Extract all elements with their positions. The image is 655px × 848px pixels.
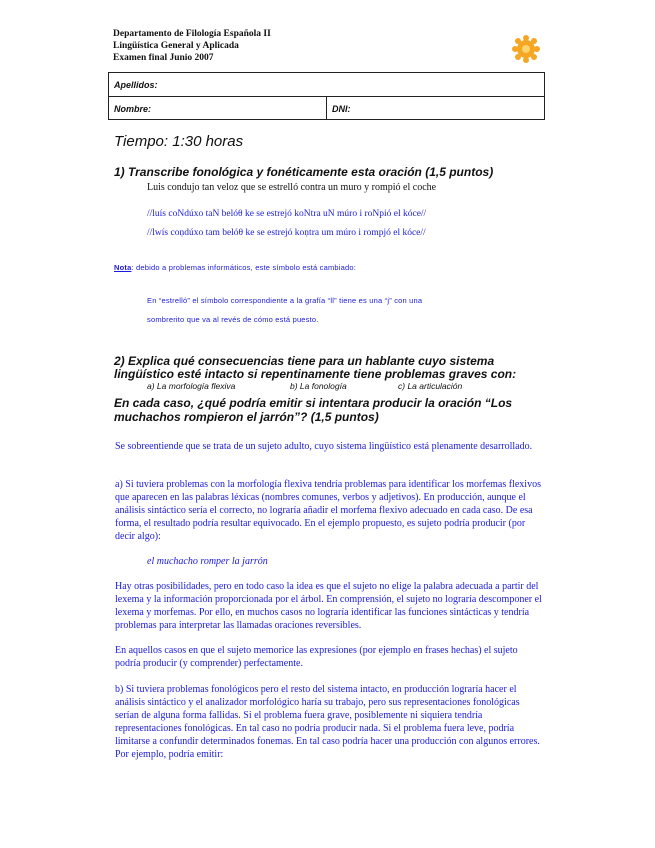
option-c: c) La articulación xyxy=(398,381,463,391)
question-2-title-1: 2) Explica qué consecuencias tiene para un hablante cuyo sistema xyxy=(114,354,495,368)
department-line: Departamento de Filología Española II xyxy=(113,29,271,39)
option-a: a) La morfología flexiva xyxy=(147,381,236,391)
answer-paragraph-5: b) Si tuviera problemas fonológicos pero el resto del sistema intacto, en producción lograría hacer el análisis sintáctico y el analizador morfológico haría su trabajo, pero sus representaciones fonológicas serían de alguna forma fallidas. Si el problema fuera grave, posiblemente ni siquiera tendría representaciones fonológicas. En tal caso no podría producir nada. Si el problema fuera leve, podría limitarse a confundir determinados fonemas. En tal caso podría hacer una producción con algunos errores. Por ejemplo, podría emitir: xyxy=(115,684,540,760)
name-dni-row xyxy=(109,97,544,120)
question-1-title: 1) Transcribe fonológica y fonéticamente esta oración (1,5 puntos) xyxy=(114,165,494,179)
surname-label: Apellidos: xyxy=(114,80,158,90)
answer-example: el muchacho romper la jarrón xyxy=(147,556,268,567)
note-label: Nota xyxy=(114,263,132,272)
dni-label: DNI: xyxy=(332,104,351,114)
note-line xyxy=(114,263,356,272)
phonetic-transcription: //lwís coṇdúxo tam belóθ ke se estrejó koṇtra um múro i rompjó el kóce// xyxy=(147,228,426,238)
question-2-sub-2: muchachos rompieron el jarrón”? (1,5 puntos) xyxy=(114,410,379,424)
surname-row[interactable] xyxy=(109,73,544,97)
answer-paragraph-2: a) Si tuviera problemas con la morfología flexiva tendría problemas para identificar los morfemas flexivos que aparecen en las palabras léxicas (nombres comunes, verbos y adjetivos). En producción, aunque el análisis sintáctico sería el correcto, no lograría añadir el morfema flexivo adecuado en cada caso. De esa forma, el resultado podría resultar equivocado. En el ejemplo propuesto, es sujeto podría producir (por decir algo): xyxy=(115,479,541,542)
name-label: Nombre: xyxy=(114,104,152,114)
note-text: : debido a problemas informáticos, este símbolo está cambiado: xyxy=(131,263,357,272)
course-line: Lingüística General y Aplicada xyxy=(113,41,239,51)
question-2-sub-1: En cada caso, ¿qué podría emitir si intentara producir la oración “Los xyxy=(114,396,513,410)
header xyxy=(113,28,271,64)
exam-line: Examen final Junio 2007 xyxy=(113,53,214,63)
student-id-box xyxy=(108,72,545,120)
answer-paragraph-3: Hay otras posibilidades, pero en todo caso la idea es que el sujeto no elige la palabra adecuada a partir del lexema y la información proporcionada por el árbol. En comprensión, el sujeto no lograría descomponer el lexema y morfemas. Por ello, en muchos casos no lograría identificar las funciones sintácticas y tendría problemas para interpretar las llamadas oraciones reversibles. xyxy=(115,581,542,631)
university-logo-icon xyxy=(510,33,542,65)
name-field[interactable] xyxy=(109,97,327,120)
option-b: b) La fonología xyxy=(290,381,347,391)
question-2-title-2: lingüístico esté intacto si repentinamente tiene problemas graves con: xyxy=(114,367,517,381)
phonological-transcription: //luís coNdúxo taN belóθ ke se estrejó koNtra uN múro i roNpió el kóce// xyxy=(147,209,427,219)
note-detail-2: sombrerito que va al revés de cómo está puesto. xyxy=(147,315,319,324)
note-detail-1: En “estrelló” el símbolo correspondiente a la grafía “ll” tiene es una “j” con una xyxy=(147,296,423,305)
answer-paragraph-4: En aquellos casos en que el sujeto memorice las expresiones (por ejemplo en frases hechas) el sujeto podría producir (y comprender) perfectamente. xyxy=(115,645,518,669)
answer-paragraph-1: Se sobreentiende que se trata de un sujeto adulto, cuyo sistema lingüístico está plenamente desarrollado. xyxy=(115,441,533,452)
dni-field[interactable] xyxy=(327,97,544,120)
time-heading: Tiempo: 1:30 horas xyxy=(114,133,244,150)
question-1-sentence: Luis condujo tan veloz que se estrelló contra un muro y rompió el coche xyxy=(147,182,437,193)
